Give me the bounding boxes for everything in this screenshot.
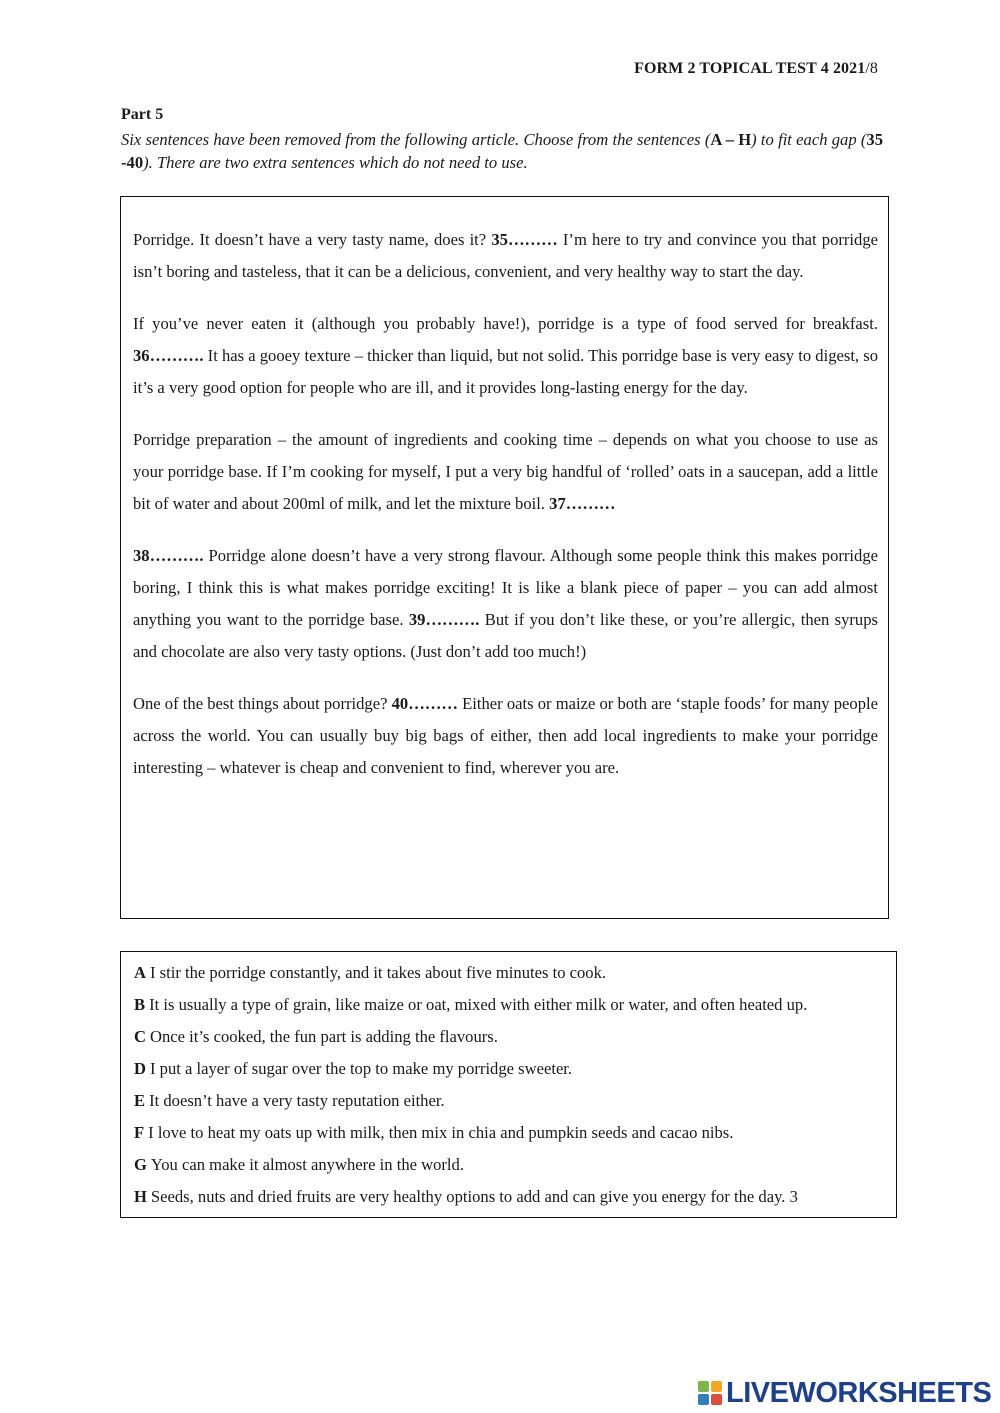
option-text: I put a layer of sugar over the top to make my porridge sweeter. <box>149 1059 573 1078</box>
logo-text: LIVEWORKSHEETS <box>726 1376 992 1409</box>
paragraph-text: Porridge alone doesn’t have a very strong flavour. Although some people think this makes porridge boring, I think this is what makes porridge exciting! It is like a blank piece of paper – you can add almost anything you want to the porridge base. <box>133 546 878 629</box>
option-letter: D <box>134 1059 146 1078</box>
article-paragraph-3 <box>133 424 878 520</box>
option-letter: F <box>134 1123 145 1142</box>
liveworksheets-logo-icon <box>698 1381 722 1405</box>
article-paragraph-2 <box>133 308 878 404</box>
liveworksheets-logo[interactable] <box>698 1378 991 1408</box>
logo-square-blue <box>698 1394 709 1405</box>
instructions-range-numbers: 35 -40 <box>121 130 884 172</box>
instructions-text-3: ). There are two extra sentences which do not need to use. <box>143 153 528 172</box>
option-text: I stir the porridge constantly, and it takes about five minutes to cook. <box>149 963 607 982</box>
option-letter: A <box>134 963 146 982</box>
gap-40[interactable]: 40……… <box>391 694 458 713</box>
paragraph-text: If you’ve never eaten it (although you probably have!), porridge is a type of food served for breakfast. <box>133 314 878 333</box>
gap-39[interactable]: 39………. <box>408 610 480 629</box>
article-paragraph-4 <box>133 540 878 668</box>
logo-square-orange <box>711 1381 722 1392</box>
paragraph-text: Either oats or maize or both are ‘staple foods’ for many people across the world. You can usually buy big bags of either, then add local ingredients to make your porridge interesting – whatever is cheap and convenient to find, wherever you are. <box>133 694 878 777</box>
page-header <box>634 60 878 78</box>
logo-square-green <box>698 1381 709 1392</box>
instructions-text-2: ) to fit each gap ( <box>751 130 867 149</box>
article <box>133 224 878 804</box>
option-letter: G <box>134 1155 147 1174</box>
paragraph-text: But if you don’t like these, or you’re allergic, then syrups and chocolate are also very tasty options. (Just don’t add too much!) <box>133 610 878 661</box>
article-box <box>120 196 889 919</box>
option-e <box>134 1085 894 1117</box>
option-text: Seeds, nuts and dried fruits are very healthy options to add and can give you energy for the day. 3 <box>150 1187 798 1206</box>
option-text: It is usually a type of grain, like maize or oat, mixed with either milk or water, and often heated up. <box>149 995 808 1014</box>
instructions <box>121 128 883 174</box>
article-paragraph-1 <box>133 224 878 288</box>
paragraph-text: It has a gooey texture – thicker than liquid, but not solid. This porridge base is very easy to digest, so it’s a very good option for people who are ill, and it provides long-lasting energy for the day. <box>133 346 878 397</box>
option-text: It doesn’t have a very tasty reputation either. <box>149 1091 445 1110</box>
option-f <box>134 1117 894 1149</box>
option-letter: H <box>134 1187 147 1206</box>
option-text: You can make it almost anywhere in the world. <box>150 1155 464 1174</box>
options-list <box>134 957 894 1213</box>
paragraph-text: One of the best things about porridge? <box>133 694 392 713</box>
option-c <box>134 1021 894 1053</box>
gap-35[interactable]: 35……… <box>491 230 558 249</box>
option-text: Once it’s cooked, the fun part is adding the flavours. <box>149 1027 498 1046</box>
option-a <box>134 957 894 989</box>
paragraph-text: Porridge. It doesn’t have a very tasty name, does it? <box>133 230 492 249</box>
gap-36[interactable]: 36………. <box>133 346 204 365</box>
gap-38[interactable]: 38………. <box>133 546 204 565</box>
paragraph-text: Porridge preparation – the amount of ingredients and cooking time – depends on what you choose to use as your porridge base. If I’m cooking for myself, I put a very big handful of ‘rolled’ oats in a saucepan, add a little bit of water and about 200ml of milk, and let the mixture boil. <box>133 430 878 513</box>
article-paragraph-5 <box>133 688 878 784</box>
option-d <box>134 1053 894 1085</box>
instructions-text-1: Six sentences have been removed from the following article. Choose from the sentences ( <box>121 130 711 149</box>
option-letter: E <box>134 1091 146 1110</box>
option-g <box>134 1149 894 1181</box>
gap-37[interactable]: 37……… <box>549 494 616 513</box>
logo-square-red <box>711 1394 722 1405</box>
option-text: I love to heat my oats up with milk, then mix in chia and pumpkin seeds and cacao nibs. <box>148 1123 734 1142</box>
instructions-range-letters: A – H <box>710 130 752 149</box>
option-letter: C <box>134 1027 146 1046</box>
part-title: Part 5 <box>121 106 164 123</box>
option-h <box>134 1181 894 1213</box>
options-box <box>120 951 897 1218</box>
page-number: /8 <box>865 60 878 77</box>
paragraph-text: I’m here to try and convince you that porridge isn’t boring and tasteless, that it can be a delicious, convenient, and very healthy way to start the day. <box>133 230 878 281</box>
test-title: FORM 2 TOPICAL TEST 4 2021 <box>634 60 866 77</box>
option-b <box>134 989 894 1021</box>
option-letter: B <box>134 995 146 1014</box>
